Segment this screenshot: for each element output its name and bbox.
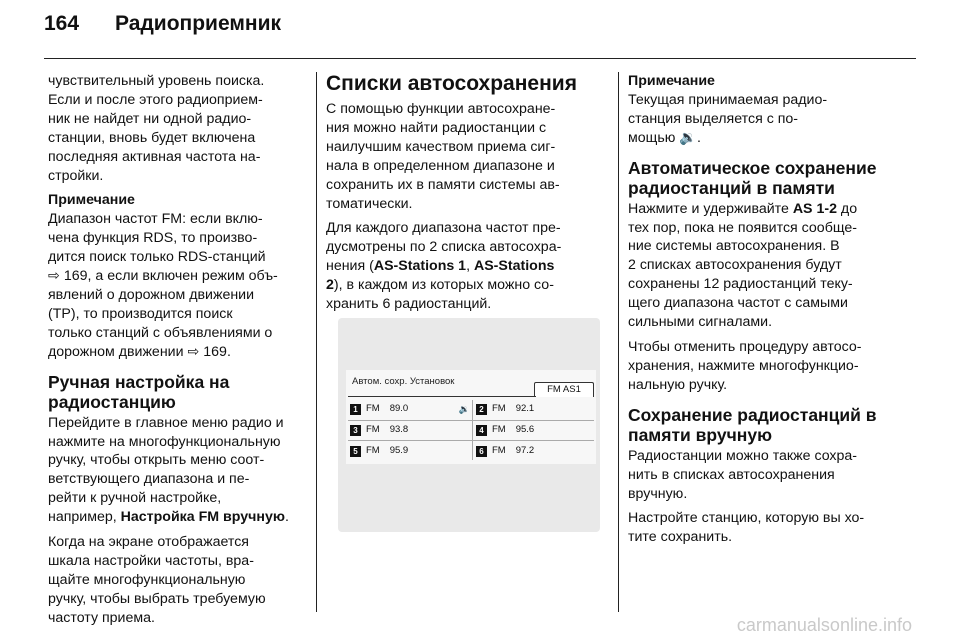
intro-paragraph bbox=[48, 72, 310, 185]
text-line: станции, вновь будет включена bbox=[48, 129, 256, 146]
preset-column-separator bbox=[472, 400, 473, 460]
paragraph bbox=[628, 338, 918, 395]
text-line: стройки. bbox=[48, 167, 104, 184]
heading-line: Сохранение радиостанций в bbox=[628, 404, 877, 425]
text-line: рейти к ручной настройке, bbox=[48, 490, 222, 507]
preset-button-1[interactable] bbox=[350, 402, 470, 416]
text-line: томатически. bbox=[326, 195, 413, 212]
list-name: 2 bbox=[326, 277, 334, 294]
text-line: чена функция RDS, то произво- bbox=[48, 230, 258, 247]
text-line: хранить 6 радиостанций. bbox=[326, 296, 492, 313]
section-heading-manual-tuning bbox=[48, 372, 310, 412]
page-number: 164 bbox=[44, 12, 80, 35]
paragraph bbox=[628, 509, 918, 547]
text-line: шкала настройки частоты, вра- bbox=[48, 552, 254, 569]
text-line: сильными сигналами. bbox=[628, 314, 773, 331]
text-line: мощью 🔉. bbox=[628, 129, 701, 146]
note-title: Примечание bbox=[48, 192, 135, 209]
paragraph bbox=[326, 100, 606, 213]
section-heading-manual-save bbox=[628, 405, 918, 445]
text-line: Если и после этого радиоприем- bbox=[48, 91, 263, 108]
column-2 bbox=[326, 72, 606, 320]
page-header bbox=[44, 12, 281, 46]
text-line: ния можно найти радиостанции с bbox=[326, 119, 547, 136]
text-line: нить в списках автосохранения bbox=[628, 466, 835, 483]
preset-button-2[interactable] bbox=[476, 402, 592, 416]
text-line: вручную. bbox=[628, 485, 688, 502]
text-line: ник не найдет ни одной радио- bbox=[48, 110, 252, 127]
text-line: ветствующего диапазона и пе- bbox=[48, 471, 250, 488]
screen-header: Автом. сохр. Установок bbox=[352, 376, 455, 387]
text-line: щего диапазона частот с самыми bbox=[628, 295, 848, 312]
text-fragment: ), в каждом из которых можно со- bbox=[333, 277, 554, 294]
page-reference-line[interactable]: ⇨ 169, а если включен режим объ- bbox=[48, 268, 278, 285]
text-fragment: . bbox=[284, 509, 289, 526]
text-line: последняя активная частота на- bbox=[48, 148, 261, 165]
text-line: явлений о дорожном движении bbox=[48, 286, 255, 303]
text-line: 2 списках автосохранения будут bbox=[628, 257, 842, 274]
text-line: дусмотрены по 2 списка автосохра- bbox=[326, 239, 562, 256]
text-line: наилучшим качеством приема сиг- bbox=[326, 138, 556, 155]
preset-button-3[interactable] bbox=[350, 423, 470, 437]
text-line: Для каждого диапазона частот пре- bbox=[326, 220, 561, 237]
text-line: хранения, нажмите многофункцио- bbox=[628, 357, 859, 374]
paragraph bbox=[628, 200, 918, 332]
paragraph bbox=[48, 414, 310, 527]
text-line: частоту приема. bbox=[48, 609, 155, 626]
speaker-icon: 🔉 bbox=[458, 404, 470, 414]
preset-frequency: 95.6 bbox=[515, 424, 535, 435]
preset-number: 1 bbox=[350, 404, 361, 415]
text-fragment: например, bbox=[48, 509, 121, 526]
section-title-autosave-lists: Списки автосохранения bbox=[326, 72, 577, 95]
text-line: Диапазон частот FM: если вклю- bbox=[48, 211, 263, 228]
column-3 bbox=[628, 72, 918, 553]
text-line: тех пор, пока не появится сообще- bbox=[628, 219, 857, 236]
column-divider-1 bbox=[316, 72, 317, 612]
menu-item-reference: Настройка FM вручную bbox=[120, 509, 285, 526]
text-line: станция выделяется с по- bbox=[628, 110, 799, 127]
text-line: сохранить их в памяти системы ав- bbox=[326, 176, 560, 193]
button-reference: AS 1-2 bbox=[792, 200, 837, 217]
column-1 bbox=[48, 72, 310, 634]
preset-band: FM bbox=[366, 403, 380, 414]
list-name: AS-Stations 1 bbox=[373, 258, 467, 275]
text-line: нажмите на многофункциональную bbox=[48, 433, 281, 450]
text-line: дится поиск только RDS-станций bbox=[48, 249, 266, 266]
text-line: Настройте станцию, которую вы хо- bbox=[628, 510, 865, 527]
paragraph bbox=[628, 447, 918, 504]
preset-number: 4 bbox=[476, 425, 487, 436]
preset-band: FM bbox=[492, 424, 506, 435]
text-fragment: , bbox=[466, 258, 474, 275]
preset-number: 6 bbox=[476, 446, 487, 457]
text-line: ручку, чтобы открыть меню соот- bbox=[48, 452, 265, 469]
text-line: Когда на экране отображается bbox=[48, 534, 249, 551]
text-line bbox=[326, 257, 606, 276]
preset-button-5[interactable] bbox=[350, 444, 470, 458]
preset-frequency: 92.1 bbox=[515, 403, 535, 414]
preset-frequency: 97.2 bbox=[515, 445, 535, 456]
page-title: Радиоприемник bbox=[115, 12, 281, 35]
paragraph bbox=[48, 533, 310, 628]
text-line: сохранены 12 радиостанций теку- bbox=[628, 276, 853, 293]
note-title: Примечание bbox=[628, 73, 715, 89]
text-line: Чтобы отменить процедуру автосо- bbox=[628, 338, 862, 355]
text-line: С помощью функции автосохране- bbox=[326, 101, 556, 117]
section-heading-auto-save bbox=[628, 158, 918, 198]
heading-line: Автоматическое сохранение bbox=[628, 157, 877, 178]
list-name: AS-Stations bbox=[473, 258, 555, 275]
preset-frequency: 93.8 bbox=[389, 424, 409, 435]
preset-button-4[interactable] bbox=[476, 423, 592, 437]
text-line bbox=[48, 508, 310, 527]
heading-line: радиостанций в памяти bbox=[628, 177, 835, 198]
text-line: ние системы автосохранения. В bbox=[628, 238, 840, 255]
text-line: нальную ручку. bbox=[628, 376, 728, 393]
band-tab[interactable]: FM AS1 bbox=[534, 382, 594, 397]
preset-band: FM bbox=[492, 445, 506, 456]
preset-band: FM bbox=[366, 424, 380, 435]
heading-line: Ручная настройка на bbox=[48, 371, 230, 392]
text-line: щайте многофункциональную bbox=[48, 571, 246, 588]
text-line bbox=[628, 200, 918, 219]
preset-button-6[interactable] bbox=[476, 444, 592, 458]
text-line: чувствительный уровень поиска. bbox=[48, 73, 265, 89]
radio-screen-illustration bbox=[338, 318, 600, 532]
text-fragment: нения ( bbox=[326, 258, 374, 275]
text-line: Радиостанции можно также сохра- bbox=[628, 447, 858, 464]
text-line: только станций с объявлениями о bbox=[48, 324, 273, 341]
column-divider-2 bbox=[618, 72, 619, 612]
text-line: Текущая принимаемая радио- bbox=[628, 91, 828, 108]
row-separator bbox=[348, 420, 594, 421]
preset-band: FM bbox=[492, 403, 506, 414]
note-block bbox=[48, 191, 310, 361]
preset-number: 5 bbox=[350, 446, 361, 457]
text-line bbox=[326, 276, 606, 295]
watermark: carmanualsonline.info bbox=[736, 615, 912, 635]
preset-frequency: 89.0 bbox=[389, 403, 409, 414]
header-rule bbox=[44, 58, 916, 59]
text-fragment: Нажмите и удерживайте bbox=[628, 200, 793, 217]
header-line bbox=[348, 396, 536, 397]
heading-line: памяти вручную bbox=[628, 424, 773, 445]
text-line: Перейдите в главное меню радио и bbox=[48, 414, 284, 431]
text-line: тите сохранить. bbox=[628, 529, 733, 546]
text-line: нала в определенном диапазоне и bbox=[326, 157, 555, 174]
preset-number: 3 bbox=[350, 425, 361, 436]
preset-band: FM bbox=[366, 445, 380, 456]
paragraph bbox=[326, 219, 606, 314]
text-line: (TP), то производится поиск bbox=[48, 305, 233, 322]
row-separator bbox=[348, 440, 594, 441]
page-reference-line[interactable]: дорожном движении ⇨ 169. bbox=[48, 343, 231, 360]
text-fragment: до bbox=[836, 200, 858, 217]
preset-frequency: 95.9 bbox=[389, 445, 409, 456]
note-block bbox=[628, 72, 918, 148]
heading-line: радиостанцию bbox=[48, 391, 176, 412]
preset-panel bbox=[346, 370, 596, 464]
text-line: ручку, чтобы выбрать требуемую bbox=[48, 590, 266, 607]
preset-number: 2 bbox=[476, 404, 487, 415]
